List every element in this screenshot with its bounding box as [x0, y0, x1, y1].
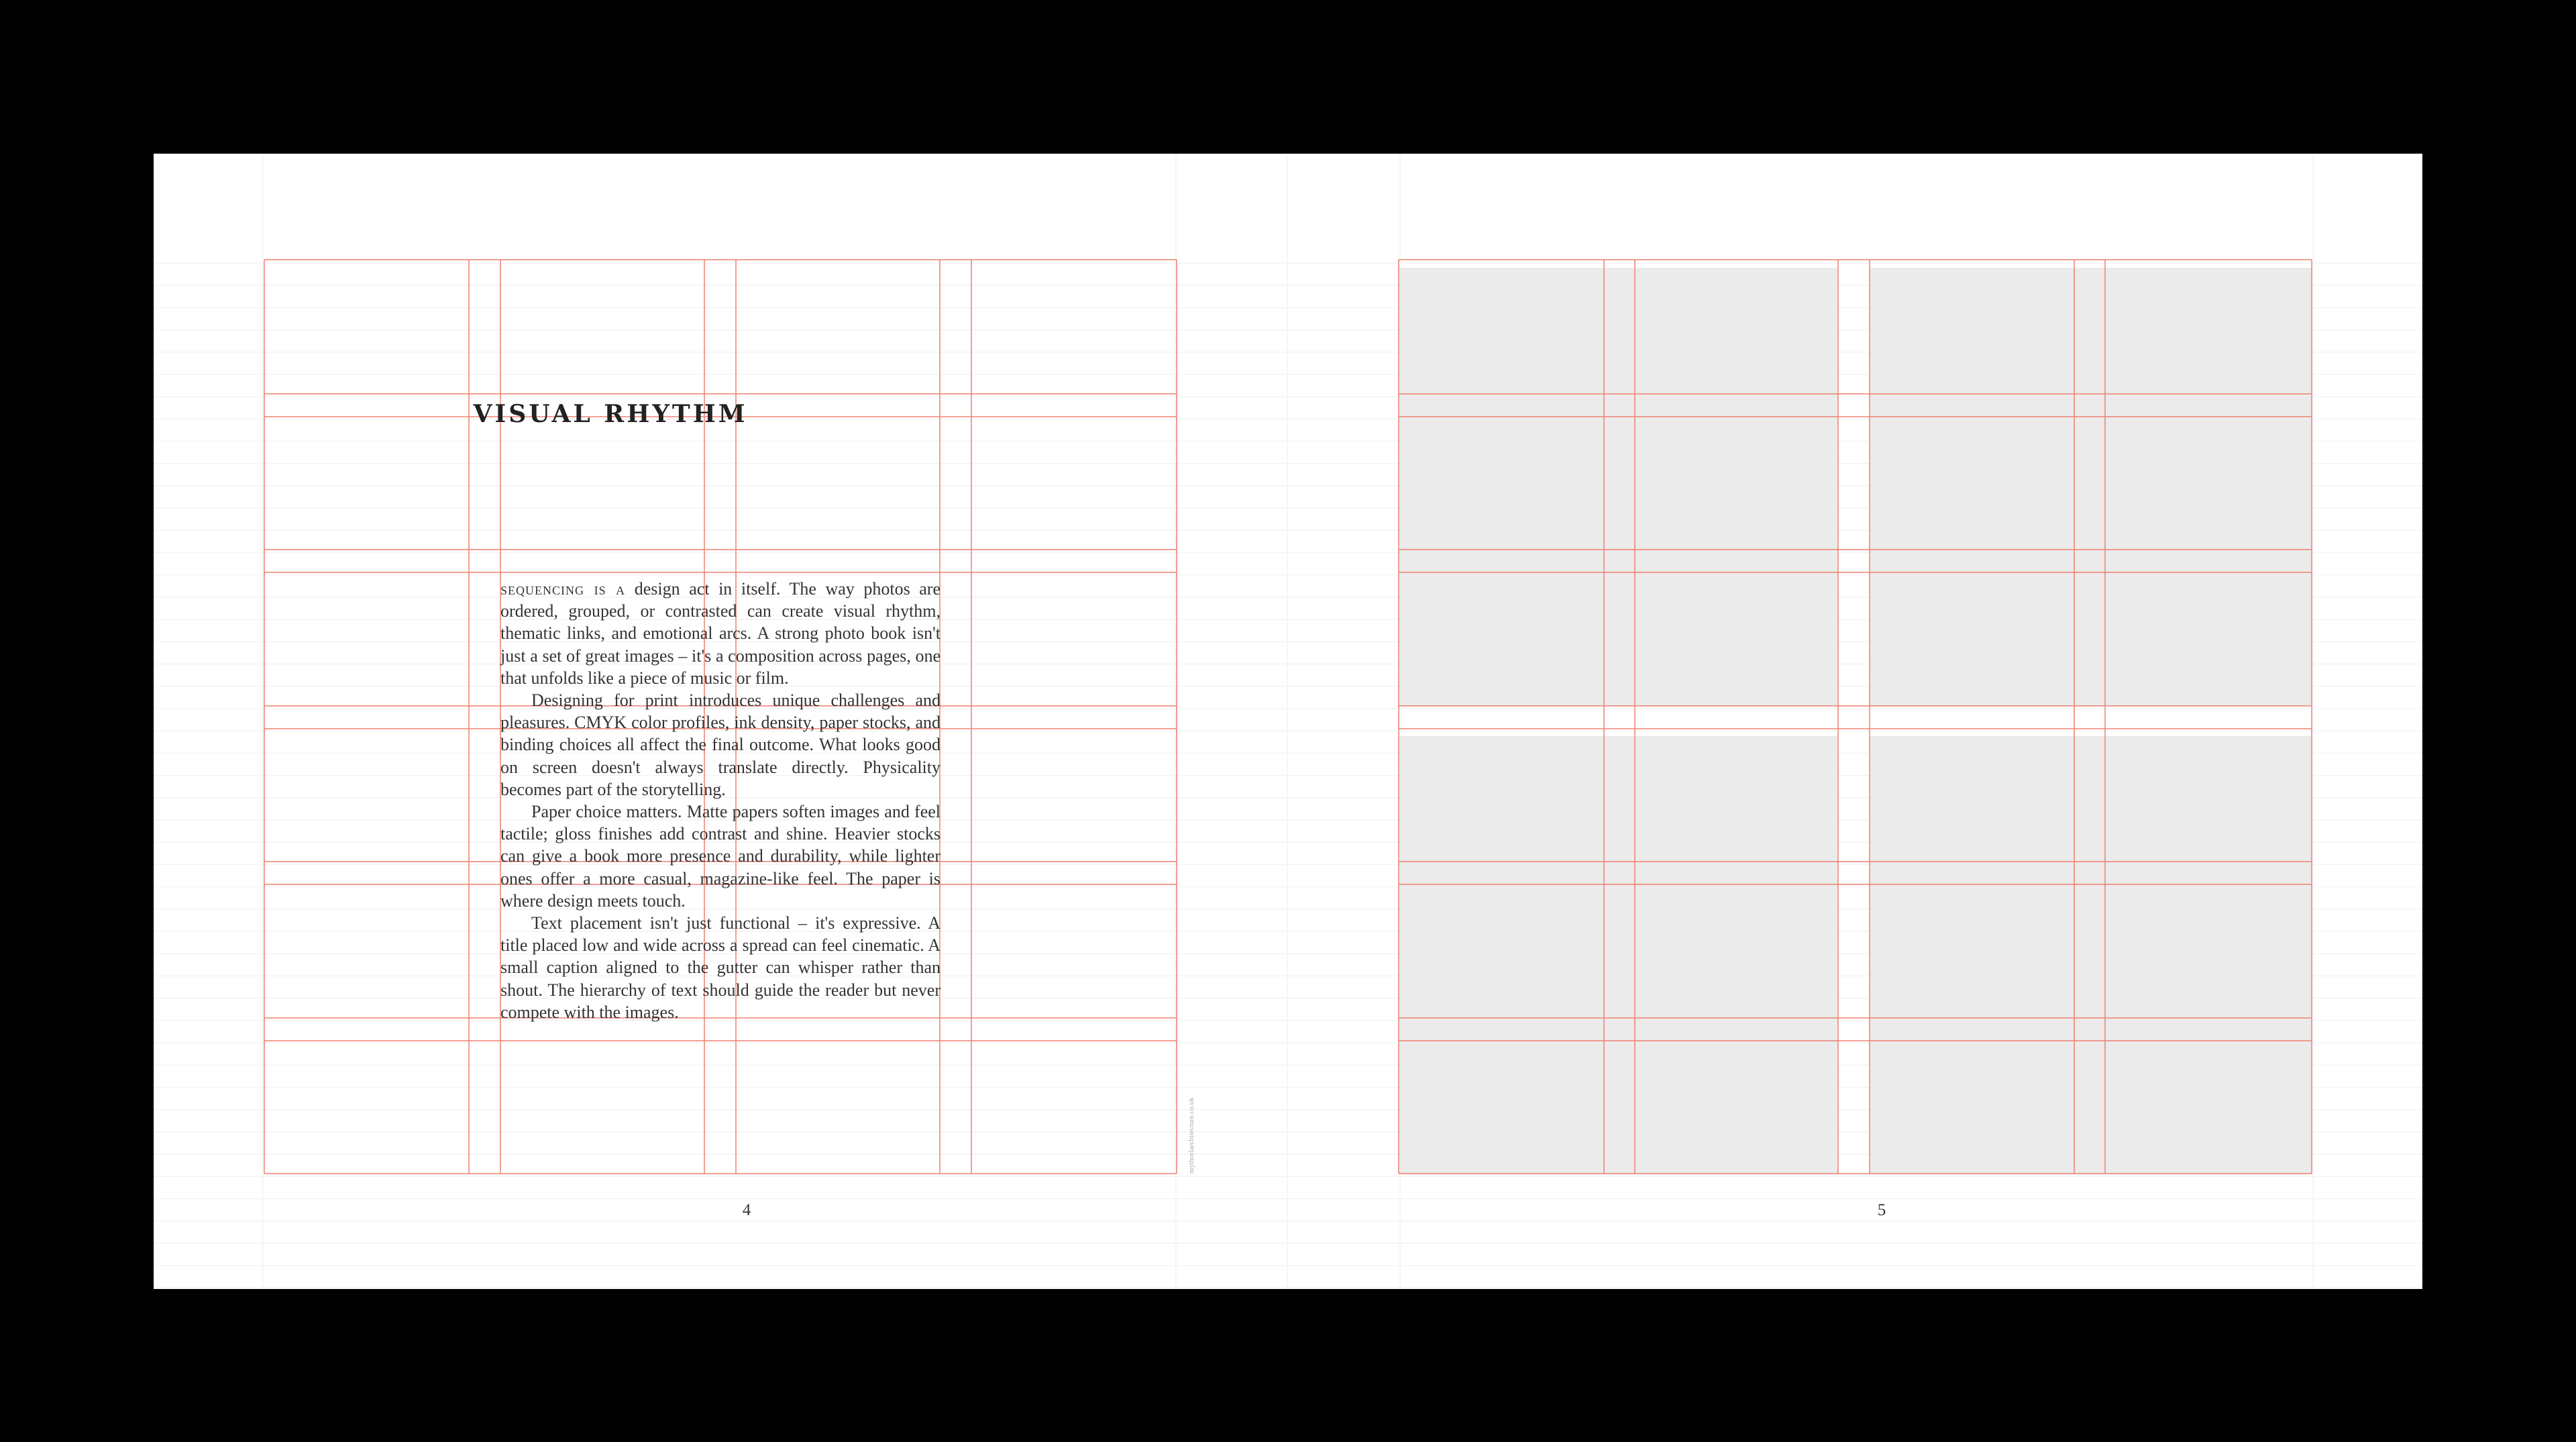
layout-grid: [154, 154, 2422, 1289]
body-text: [500, 578, 941, 1023]
page-title: VISUAL RHYTHM: [473, 400, 748, 428]
paragraph-text: design act in itself. The way photos are ordered, grouped, or contrasted can create visual rhythm, thematic links, and emotional arcs. A strong photo book isn't just a set of great images – it's a composition across pages, one that unfolds like a piece of music or film.: [500, 579, 941, 688]
paragraph: Designing for print introduces unique challenges and pleasures. CMYK color profiles, ink density, paper stocks, and binding choices all affect the final outcome. What looks good on screen doesn't always translate directly. Physicality becomes part of the storytelling.: [500, 690, 941, 799]
book-spread: [154, 154, 2422, 1289]
image-frame-bottom-right: [1870, 736, 2312, 1174]
image-frame-top-right: [1870, 268, 2312, 706]
paragraph: Paper choice matters. Matte papers soften images and feel tactile; gloss finishes add contrast and shine. Heavier stocks can give a book more presence and durability, while lighter ones offer a more casual, magazine-like feel. The paper is where design meets touch.: [500, 802, 941, 911]
page-number-right: 5: [1877, 1201, 1886, 1219]
image-frame-top-left: [1399, 268, 1838, 706]
paragraph: Text placement isn't just functional – it's expressive. A title placed low and wide across a spread can feel cinematic. A small caption aligned to the gutter can whisper rather than shout. The hierarchy of text should guide the reader but never compete with the images.: [500, 913, 941, 1022]
gutter-note: mythorlarchitecture.co.uk: [1187, 1097, 1195, 1174]
image-frame-bottom-left: [1399, 736, 1838, 1174]
lead-in: sequencing is a: [500, 579, 626, 599]
paragraph: [500, 578, 941, 689]
page-number-left: 4: [742, 1201, 751, 1219]
